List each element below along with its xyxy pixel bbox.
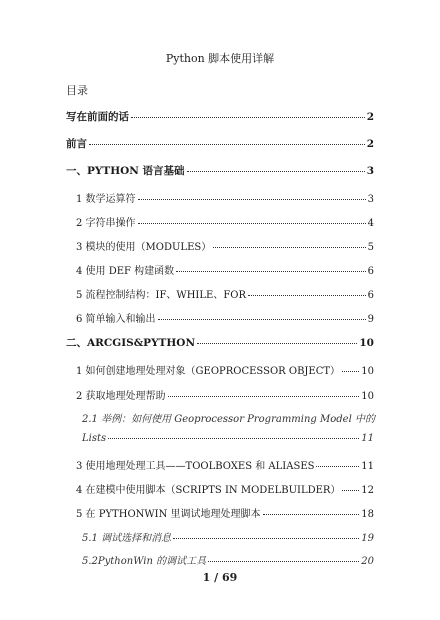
toc-leader-dots [208,561,359,562]
toc-entry-label: 5.2PythonWin 的调试工具 [82,556,207,567]
toc-leader-dots [342,490,359,491]
toc-entry[interactable] [76,362,374,377]
toc-entry[interactable] [76,286,374,301]
toc-entry-label: 1 数学运算符 [76,194,136,205]
toc-leader-dots [197,343,357,344]
toc-entry-page: 19 [361,533,374,544]
toc-leader-dots [89,144,365,145]
toc-entry[interactable] [66,109,374,124]
toc-entry-page: 10 [359,337,374,349]
toc-entry-page: 3 [367,194,374,205]
toc-leader-dots [131,117,365,118]
toc-entry-label: 5 流程控制结构：IF、WHILE、FOR [76,290,246,301]
toc-entry[interactable] [66,335,374,350]
toc-entry-label: 4 在建模中使用脚本（SCRIPTS IN MODELBUILDER） [76,485,341,496]
toc-leader-dots [158,319,366,320]
toc-entry[interactable] [82,552,374,567]
toc-entry-label: 4 使用 DEF 构建函数 [76,266,175,277]
toc-entry[interactable] [76,238,374,253]
toc-leader-dots [138,223,366,224]
toc-entry[interactable] [76,310,374,325]
toc-leader-dots [248,295,366,296]
toc-leader-dots [342,371,359,372]
toc-entry-page: 11 [361,461,374,472]
toc-entry-label: Lists [82,433,107,444]
toc-leader-dots [316,466,359,467]
toc-entry-label: 5 在 PYTHONWIN 里调试地理处理脚本 [76,509,261,520]
toc-entry-label: 6 简单输入和输出 [76,314,156,325]
toc-entry-label: 1 如何创建地理处理对象（GEOPROCESSOR OBJECT） [76,366,341,377]
toc-entry-page: 5 [367,242,374,253]
toc-entry-label: 2 获取地理处理帮助 [76,391,166,402]
toc-entry[interactable] [76,262,374,277]
toc-entry-label: 2 字符串操作 [76,218,136,229]
toc-entry[interactable] [76,387,374,402]
toc-leader-dots [176,271,365,272]
toc-leader-dots [263,514,360,515]
toc-leader-dots [138,199,366,200]
toc-entry-label: 3 模块的使用（MODULES） [76,242,212,253]
toc-entry-label: 前言 [66,138,87,150]
toc-entry-page: 2 [366,111,374,123]
toc-leader-dots [168,396,360,397]
toc-entry-page: 10 [361,366,374,377]
toc-leader-dots [108,438,359,439]
toc-entry-label: 5.1 调试选择和消息 [82,533,172,544]
toc-entry-page: 18 [361,509,374,520]
toc-entry-page: 10 [361,391,374,402]
page-number: 1 / 69 [202,571,238,584]
toc-entry-page: 20 [361,556,374,567]
toc-entry-page: 2 [366,138,374,150]
toc-entry[interactable] [76,214,374,229]
toc-entry-page: 6 [367,266,374,277]
toc-entry[interactable] [76,505,374,520]
toc-entry[interactable] [76,481,374,496]
toc-entry[interactable] [82,410,374,425]
toc-entry-label: 2.1 举例：如何使用 Geoprocessor Programming Model 中的 [82,414,375,425]
toc-heading: 目录 [66,84,88,97]
toc-entry[interactable] [76,190,374,205]
document-title: Python 脚本使用详解 [165,52,275,65]
toc-entry-page: 4 [367,218,374,229]
toc-entry[interactable] [66,163,374,178]
toc-entry-label: 一、PYTHON 语言基础 [66,165,185,177]
toc-leader-dots [213,247,365,248]
toc-entry-label: 写在前面的话 [66,111,129,123]
toc-entry[interactable] [82,529,374,544]
toc-entry-page: 9 [367,314,374,325]
toc-entry-label: 3 使用地理处理工具——TOOLBOXES 和 ALIASES [76,461,315,472]
toc-entry[interactable] [66,136,374,151]
toc-entry-page: 6 [367,290,374,301]
toc-leader-dots [187,171,365,172]
toc-entry-page: 3 [366,165,374,177]
toc-entry[interactable] [76,457,374,472]
toc-entry-label: 二、ARCGIS&PYTHON [66,337,196,349]
toc-leader-dots [173,538,359,539]
toc-entry-page: 12 [361,485,374,496]
toc-entry[interactable] [82,433,374,444]
toc-entry-page: 11 [361,433,374,444]
